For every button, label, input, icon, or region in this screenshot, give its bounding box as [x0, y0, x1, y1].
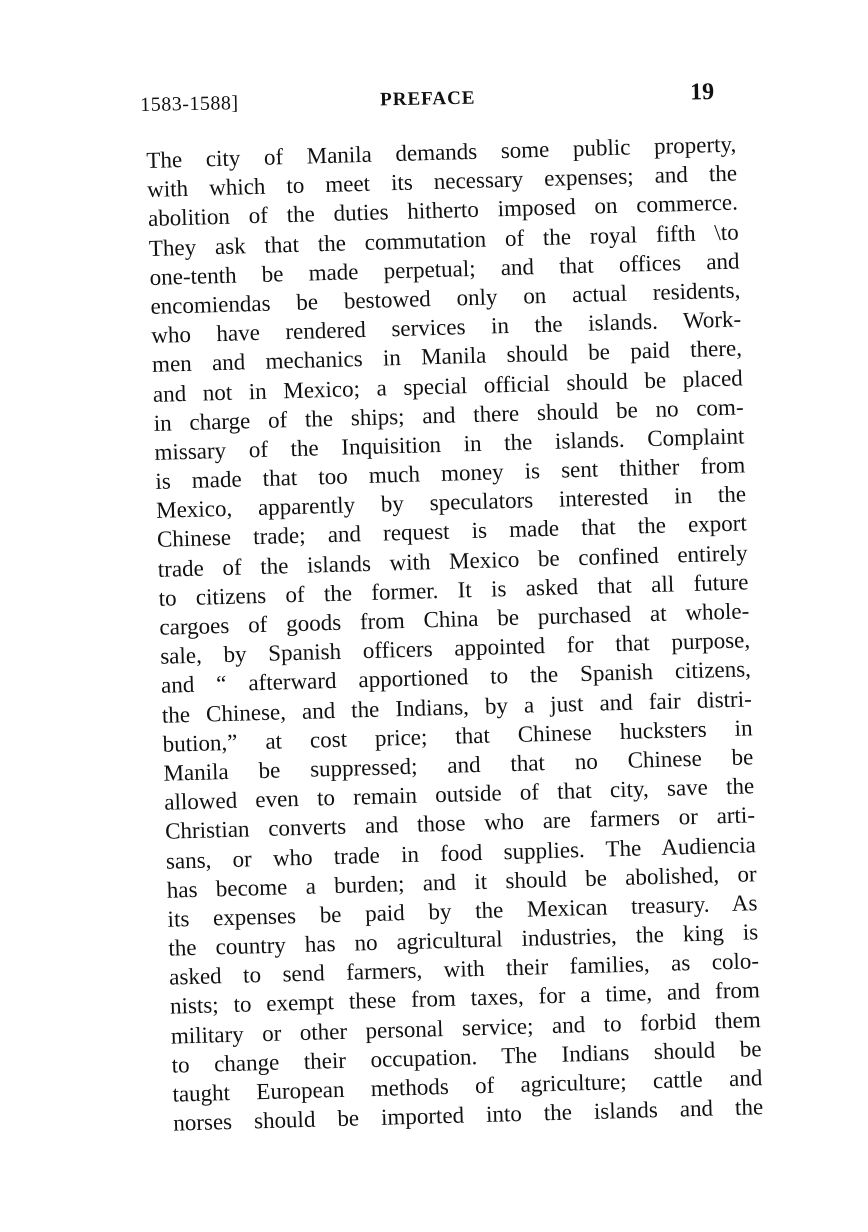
text-line: Christian converts and those who are farmers or arti- — [164, 802, 756, 845]
text-line: sale, by Spanish officers appointed for that purpose, — [159, 627, 751, 669]
text-line: and not in Mexico; a special official should be placed — [152, 364, 744, 407]
text-line: to change their occupation. The Indians should be — [171, 1035, 762, 1078]
date-range: 1583-1588] — [140, 92, 239, 116]
body-text — [146, 130, 763, 1138]
text-line: with which to meet its necessary expenses; and the — [146, 160, 738, 203]
text-line: The city of Manila demands some public property, — [146, 131, 737, 173]
text-line: the country has no agricultural industries, the king is — [168, 919, 759, 961]
text-line: Mexico, apparently by speculators interested in the — [155, 481, 747, 524]
text-line: in charge of the ships; and there should be no com- — [153, 394, 744, 436]
text-line: Chinese trade; and request is made that the export — [156, 510, 748, 553]
text-line: and “ afterward apportioned to the Spanish citizens, — [160, 656, 752, 699]
text-line: one-tenth be made perpetual; and that offices and — [149, 248, 740, 290]
page-number: 19 — [689, 78, 715, 106]
text-line: taught European methods of agriculture; cattle and — [172, 1065, 763, 1107]
text-line: is made that too much money is sent thither from — [155, 452, 746, 494]
text-line: men and mechanics in Manila should be paid there, — [151, 335, 743, 378]
text-line: nists; to exempt these from taxes, for a time, and from — [169, 977, 761, 1020]
text-line: to citizens of the former. It is asked that all future — [158, 569, 749, 611]
text-line: has become a burden; and it should be abolished, or — [166, 860, 757, 903]
text-line: Manila be suppressed; and that no Chinese be — [163, 744, 754, 786]
text-line: its expenses be paid by the Mexican treasury. As — [167, 890, 758, 932]
text-line: bution,” at cost price; that Chinese hucksters in — [162, 715, 753, 757]
running-header — [140, 78, 720, 122]
text-line: the Chinese, and the Indians, by a just and fair distri- — [161, 685, 753, 728]
text-line: They ask that the commutation of the royal fifth \to — [148, 219, 739, 261]
text-line: sans, or who trade in food supplies. The Audiencia — [165, 831, 757, 874]
text-line: abolition of the duties hitherto imposed on commerce. — [147, 189, 739, 232]
text-line: cargoes of goods from China be purchased at whole- — [159, 598, 750, 640]
text-line: who have rendered services in the islands. Work- — [150, 306, 742, 349]
text-line: norses should be imported into the islands and the — [172, 1094, 764, 1136]
text-line: encomiendas be bestowed only on actual residents, — [150, 277, 741, 319]
text-line: allowed even to remain outside of that city, save the — [163, 773, 755, 815]
text-line: trade of the islands with Mexico be confined entirely — [157, 539, 748, 582]
running-title: PREFACE — [379, 87, 476, 111]
text-line: military or other personal service; and to forbid them — [170, 1006, 761, 1049]
text-line: missary of the Inquisition in the islands. Complaint — [154, 423, 745, 465]
text-line: asked to send farmers, with their families, as colo- — [168, 948, 760, 990]
